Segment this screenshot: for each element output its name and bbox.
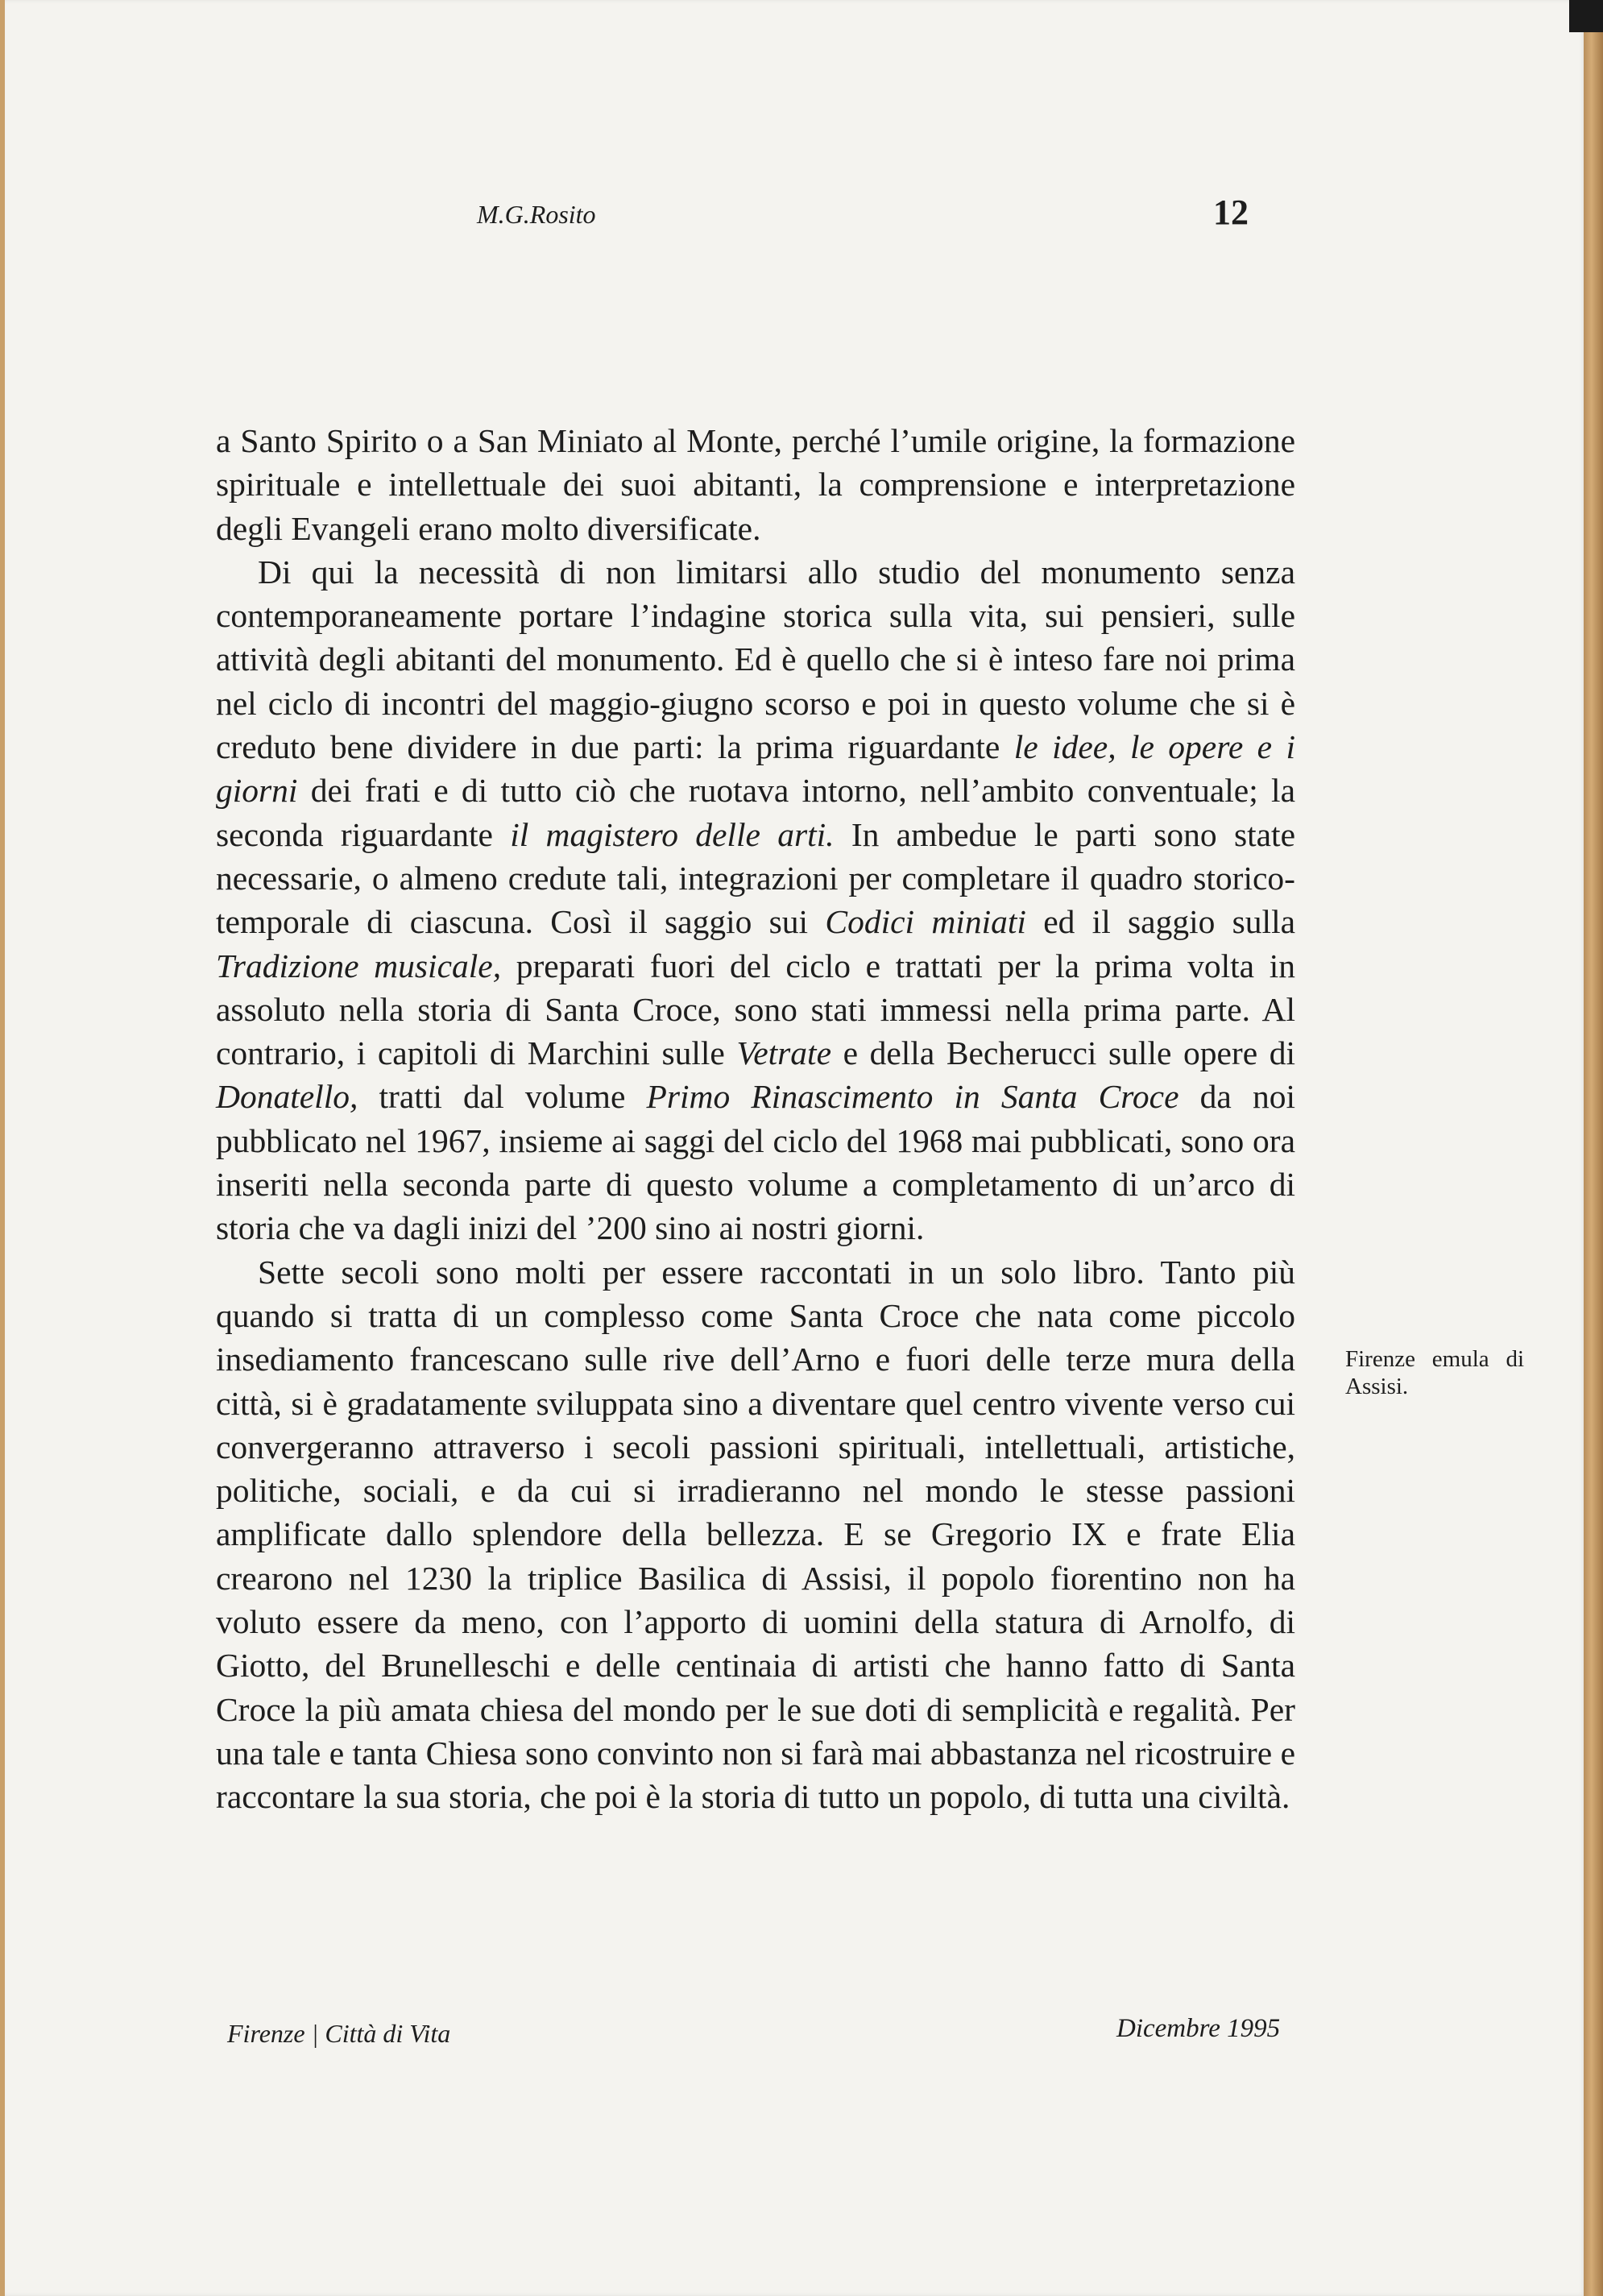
margin-note	[1345, 1345, 1524, 1400]
italic-title: Codici miniati	[825, 903, 1026, 941]
margin-note-line-1: Firenze emula di	[1345, 1346, 1524, 1372]
text-run: e della Becherucci sulle opere di	[843, 1034, 1296, 1072]
italic-title: Donatello,	[216, 1078, 358, 1116]
italic-title: Tradizione musicale,	[216, 947, 502, 984]
text-run: da noi pubblicato nel 1967, insieme ai saggi del ciclo del 1968 mai pubblicati, sono ora inseriti nella seconda parte di questo volume a completamento di un’arco di storia che va dagli inizi del ’200 sino ai nostri giorni.	[216, 1078, 1296, 1247]
book-edge	[1584, 0, 1603, 2296]
page-number: 12	[1213, 193, 1249, 232]
footer-place: Firenze | Città di Vita	[227, 2019, 451, 2048]
paragraph-1-text: a Santo Spirito o a San Miniato al Monte, perché l’umile origine, la formazione spirituale e intellettuale dei suoi abitanti, la comprensione e interpretazione degli Evangeli erano molto diversificate.	[216, 422, 1295, 547]
text-run: Di qui la necessità di non limitarsi allo studio del monumento senza contemporaneamente portare l’indagine storica sulla vita, sui pensieri, sulle attività degli abitanti del monumento. Ed è quello che si è inteso fare noi prima nel ciclo di incontri del maggio-giugno scorso e poi in questo volume che si è creduto bene dividere in due parti: la prima riguardante	[216, 553, 1295, 766]
italic-title: Vetrate	[736, 1034, 831, 1072]
italic-title: il magistero delle arti.	[510, 815, 835, 853]
book-page	[5, 0, 1585, 2296]
corner-shadow	[1569, 0, 1603, 32]
text-run: tratti dal volume	[379, 1078, 626, 1116]
paragraph-1	[216, 419, 1295, 550]
margin-note-line-2: Assisi.	[1345, 1374, 1409, 1399]
italic-title: le idee, le opere e i giorni	[216, 728, 1295, 810]
running-header-author: M.G.Rosito	[477, 200, 596, 229]
text-run: preparati fuori del ciclo e trattati per la prima volta in assoluto nella storia di Santa Croce, sono stati immessi nella prima parte. Al contrario, i capitoli di Marchini sulle	[216, 947, 1295, 1072]
paragraph-3	[216, 1250, 1295, 1819]
paragraph-3-text: Sette secoli sono molti per essere raccontati in un solo libro. Tanto più quando si tratta di un complesso come Santa Croce che nata come piccolo insediamento francescano sulle rive dell’Arno e fuori delle terze mura della città, si è gradatamente sviluppata sino a diventare quel centro vivente verso cui convergeranno attraverso i secoli passioni spirituali, intellettuali, artistiche, politiche, sociali, e da cui si irradieranno nel mondo le stesse passioni amplificate dallo splendore della bellezza. E se Gregorio IX e frate Elia crearono nel 1230 la triplice Basilica di Assisi, il popolo fiorentino non ha voluto essere da meno, con l’apporto di uomini della statura di Arnolfo, di Giotto, del Brunelleschi e delle centinaia di artisti che hanno fatto di Santa Croce la più amata chiesa del mondo per le sue doti di semplicità e regalità. Per una tale e tanta Chiesa sono convinto non si farà mai abbastanza nel ricostruire e raccontare la sua storia, che poi è la storia di tutto un popolo, di tutta una civiltà.	[216, 1253, 1295, 1816]
text-run: dei frati e di tutto ciò che ruotava intorno, nell’ambito conventuale; la seconda riguardante	[216, 772, 1296, 853]
text-run: ed il saggio sulla	[1043, 903, 1296, 941]
italic-title: Primo Rinascimento in Santa Croce	[646, 1078, 1179, 1116]
body-text	[216, 419, 1295, 1819]
text-run: In ambedue le parti sono state necessarie, o almeno credute tali, integrazioni per completare il quadro storico-temporale di ciascuna. Così il saggio sui	[216, 815, 1296, 941]
footer-date: Dicembre 1995	[1116, 2014, 1281, 2043]
paragraph-2	[216, 550, 1295, 1250]
